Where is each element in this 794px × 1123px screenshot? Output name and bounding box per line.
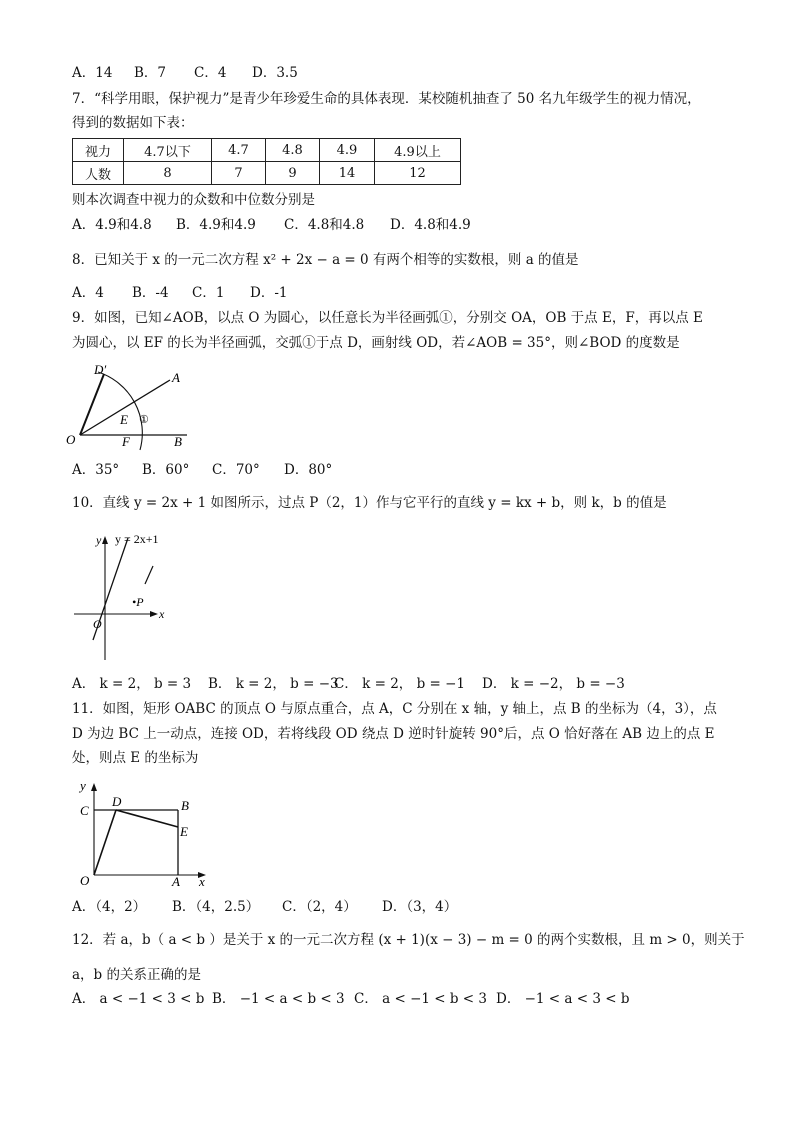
q12-option-d: D． −1 < a < 3 < b [496, 991, 630, 1007]
q9-stem-line2: 为圆心，以 EF 的长为半径画弧，交弧①于点 D，画射线 OD，若∠AOB = 35°，则∠BOD 的度数是 [72, 335, 680, 351]
q11-option-d: D．（3，4） [382, 899, 458, 915]
label-o: O [66, 432, 76, 447]
q8-options [72, 284, 287, 302]
label-y: y [80, 778, 86, 793]
label-a: A [172, 874, 180, 889]
label-b: B [174, 434, 182, 449]
q6-option-b: B．7 [134, 65, 167, 81]
q12-options [72, 990, 629, 1008]
q7-question: 则本次调查中视力的众数和中位数分别是 [72, 192, 315, 208]
label-x: x [159, 607, 165, 621]
table-cell: 8 [124, 162, 212, 185]
label-arc-1: ① [139, 414, 149, 426]
table-cell: 7 [212, 162, 266, 185]
q10-option-b: B． k = 2， b = −3 [208, 676, 339, 692]
q8-option-c: C．1 [192, 285, 225, 301]
q10-option-c: C． k = 2， b = −1 [334, 676, 466, 692]
q6-option-a: A．14 [72, 65, 113, 81]
label-o: O [80, 873, 90, 888]
table-cell: 4.9以上 [375, 139, 461, 162]
q6-options [72, 64, 298, 82]
q7-options [72, 216, 471, 234]
q12-stem-line2: a，b 的关系正确的是 [72, 967, 201, 983]
q6-option-d: D．3.5 [252, 65, 298, 81]
label-f: F [122, 434, 130, 449]
q9-stem-line1: 9．如图，已知∠AOB，以点 O 为圆心，以任意长为半径画弧①，分别交 OA，OB 于点 E，F，再以点 E [72, 310, 703, 326]
q9-angle-figure [62, 360, 202, 452]
q11-stem-line2: D 为边 BC 上一动点，连接 OD，若将线段 OD 绕点 D 逆时针旋转 90°后，点 O 恰好落在 AB 边上的点 E [72, 726, 715, 742]
table-cell: 9 [266, 162, 320, 185]
label-b: B [181, 798, 189, 813]
q12-option-c: C． a < −1 < b < 3 [354, 991, 487, 1007]
q7-stem-line1: 7．“科学用眼，保护视力”是青少年珍爱生命的具体表现．某校随机抽查了 50 名九年级学生的视力情况， [72, 91, 701, 107]
q11-rectangle-figure [72, 775, 212, 890]
q11-option-a: A．（4，2） [72, 899, 147, 915]
label-p: •P [132, 595, 144, 609]
table-cell: 人数 [73, 162, 124, 185]
q6-option-c: C．4 [194, 65, 227, 81]
q8-option-a: A．4 [72, 285, 104, 301]
q12-option-b: B． −1 < a < b < 3 [212, 991, 345, 1007]
q7-option-d: D．4.8和4.9 [390, 217, 471, 233]
q8-stem: 8．已知关于 x 的一元二次方程 x² + 2x − a = 0 有两个相等的实数根，则 a 的值是 [72, 252, 579, 268]
q12-stem-line1: 12．若 a，b（ a < b ）是关于 x 的一元二次方程 (x + 1)(x − 3) − m = 0 的两个实数根，且 m > 0，则关于 [72, 932, 745, 948]
q9-options [72, 461, 332, 479]
q12-option-a: A． a < −1 < 3 < b [72, 991, 205, 1007]
table-row [73, 162, 461, 185]
table-cell: 12 [375, 162, 461, 185]
q8-option-b: B．-4 [132, 285, 169, 301]
q9-option-b: B．60° [142, 462, 190, 478]
q10-stem: 10．直线 y = 2x + 1 如图所示，过点 P（2，1）作与它平行的直线 y = kx + b，则 k，b 的值是 [72, 495, 667, 511]
q7-option-b: B．4.9和4.9 [176, 217, 256, 233]
q11-options [72, 898, 457, 916]
q11-stem-line1: 11．如图，矩形 OABC 的顶点 O 与原点重合，点 A，C 分别在 x 轴，y 轴上，点 B 的坐标为（4，3），点 [72, 701, 717, 717]
q10-line-figure [66, 530, 176, 665]
label-y: y [96, 533, 102, 547]
q10-option-a: A． k = 2， b = 3 [72, 676, 192, 692]
label-o: O [93, 617, 102, 631]
q10-options [72, 675, 625, 693]
label-c: C [80, 803, 89, 818]
q7-stem-line2: 得到的数据如下表： [72, 115, 194, 131]
q11-option-b: B．（4，2.5） [172, 899, 260, 915]
label-line: y = 2x+1 [115, 532, 159, 546]
table-cell: 4.9 [320, 139, 375, 162]
table-row [73, 139, 461, 162]
vision-data-table [72, 138, 461, 185]
label-a: A [172, 370, 180, 385]
label-e: E [120, 412, 128, 427]
table-cell: 视力 [73, 139, 124, 162]
q11-option-c: C．（2，4） [282, 899, 357, 915]
label-d: D [112, 794, 122, 809]
q9-option-c: C．70° [212, 462, 260, 478]
table-cell: 14 [320, 162, 375, 185]
q10-option-d: D． k = −2， b = −3 [482, 676, 625, 692]
q7-option-c: C．4.8和4.8 [284, 217, 365, 233]
q9-option-a: A．35° [72, 462, 120, 478]
table-cell: 4.8 [266, 139, 320, 162]
q8-option-d: D．-1 [250, 285, 288, 301]
label-x: x [199, 874, 205, 889]
label-d: D′ [94, 362, 107, 377]
q9-option-d: D．80° [284, 462, 333, 478]
q11-stem-line3: 处，则点 E 的坐标为 [72, 750, 199, 766]
table-cell: 4.7 [212, 139, 266, 162]
table-cell: 4.7以下 [124, 139, 212, 162]
label-e: E [180, 824, 188, 839]
q7-option-a: A．4.9和4.8 [72, 217, 152, 233]
